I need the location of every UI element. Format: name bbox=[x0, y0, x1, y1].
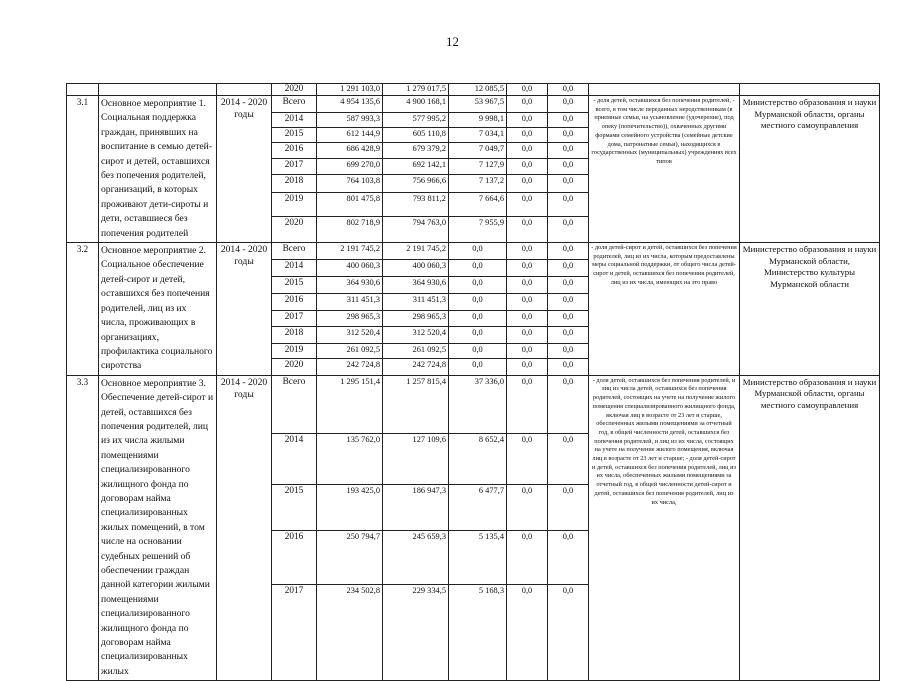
measure-number: 3.1 bbox=[67, 96, 99, 243]
value-cell: 0,0 bbox=[548, 433, 589, 484]
value-cell: 0,0 bbox=[507, 243, 548, 260]
value-cell: 7 955,9 bbox=[449, 216, 507, 242]
value-cell: 0,0 bbox=[449, 259, 507, 277]
value-cell: 4 900 168,1 bbox=[383, 96, 449, 113]
year-cell: 2020 bbox=[272, 84, 317, 96]
value-cell: 135 762,0 bbox=[317, 433, 383, 484]
value-cell: 364 930,6 bbox=[317, 277, 383, 294]
year-cell: 2014 bbox=[272, 259, 317, 277]
target-indicator: - доля детей, оставшихся без попечения родителей, - всего, в том числе переданных неродственникам (в приемные семьи, на усыновление (удочерение), под опеку (попечительство)), охваченных другими формами семейного устройства (семейные детские дома, патронатные семьи), находящихся в государственных (муниципальных) учреждениях всех типов bbox=[589, 96, 740, 243]
value-cell: 0,0 bbox=[548, 192, 589, 216]
value-cell: 577 995,2 bbox=[383, 113, 449, 128]
year-cell: 2017 bbox=[272, 584, 317, 680]
measure-number: 3.2 bbox=[67, 243, 99, 376]
value-cell: 311 451,3 bbox=[317, 293, 383, 310]
value-cell: 7 664,6 bbox=[449, 192, 507, 216]
value-cell: 242 724,8 bbox=[383, 359, 449, 376]
empty-cell bbox=[740, 84, 880, 96]
value-cell: 0,0 bbox=[548, 485, 589, 531]
value-cell: 242 724,8 bbox=[317, 359, 383, 376]
executor: Министерство образования и науки Мурманской области, органы местного самоуправления bbox=[740, 375, 880, 681]
value-cell: 1 279 017,5 bbox=[383, 84, 449, 96]
empty-cell bbox=[99, 84, 217, 96]
value-cell: 364 930,6 bbox=[383, 277, 449, 294]
year-cell: 2020 bbox=[272, 359, 317, 376]
value-cell: 612 144,9 bbox=[317, 127, 383, 142]
value-cell: 0,0 bbox=[507, 127, 548, 142]
value-cell: 0,0 bbox=[548, 531, 589, 585]
value-cell: 245 659,3 bbox=[383, 531, 449, 585]
year-cell: 2019 bbox=[272, 192, 317, 216]
value-cell: 0,0 bbox=[548, 293, 589, 310]
value-cell: 793 811,2 bbox=[383, 192, 449, 216]
value-cell: 0,0 bbox=[548, 127, 589, 142]
value-cell: 0,0 bbox=[548, 174, 589, 192]
year-cell: 2018 bbox=[272, 327, 317, 344]
value-cell: 1 295 151,4 bbox=[317, 375, 383, 433]
value-cell: 802 718,9 bbox=[317, 216, 383, 242]
value-cell: 0,0 bbox=[449, 293, 507, 310]
value-cell: 756 966,6 bbox=[383, 174, 449, 192]
value-cell: 0,0 bbox=[548, 277, 589, 294]
value-cell: 699 270,0 bbox=[317, 158, 383, 174]
value-cell: 0,0 bbox=[507, 584, 548, 680]
value-cell: 193 425,0 bbox=[317, 485, 383, 531]
measure-name: Основное мероприятие 1. Социальная поддержка граждан, принявших на воспитание в семью детей-сирот и детей, оставшихся без попечения родителей, организаций, в которых проживают дети-сироты и дети, оставшиеся без попечения родителей bbox=[99, 96, 217, 243]
value-cell: 679 379,2 bbox=[383, 142, 449, 158]
empty-cell bbox=[217, 84, 272, 96]
value-cell: 312 520,4 bbox=[383, 327, 449, 344]
value-cell: 186 947,3 bbox=[383, 485, 449, 531]
value-cell: 5 135,4 bbox=[449, 531, 507, 585]
value-cell: 0,0 bbox=[548, 584, 589, 680]
measure-name: Основное мероприятие 2. Социальное обеспечение детей-сирот и детей, оставшихся без попечения родителей, лиц из их числа, проживающих в организациях, профилактика социального сиротства bbox=[99, 243, 217, 376]
table-row bbox=[67, 375, 880, 433]
value-cell: 0,0 bbox=[507, 158, 548, 174]
year-cell: 2015 bbox=[272, 277, 317, 294]
target-indicator: - доля детей-сирот и детей, оставшихся без попечения родителей, лиц из их числа, которым предоставлены меры социальной поддержки, от общего числа детей-сирот и детей, оставшихся без попечения родителей, лиц из их числа, имеющих на это право bbox=[589, 243, 740, 376]
value-cell: 0,0 bbox=[507, 259, 548, 277]
value-cell: 0,0 bbox=[548, 216, 589, 242]
value-cell: 0,0 bbox=[507, 359, 548, 376]
value-cell: 686 428,9 bbox=[317, 142, 383, 158]
value-cell: 794 763,0 bbox=[383, 216, 449, 242]
year-cell: 2015 bbox=[272, 485, 317, 531]
year-cell: 2014 bbox=[272, 433, 317, 484]
year-cell: Всего bbox=[272, 96, 317, 113]
year-cell: 2017 bbox=[272, 310, 317, 327]
measure-period: 2014 - 2020 годы bbox=[217, 243, 272, 376]
year-cell: 2019 bbox=[272, 343, 317, 358]
value-cell: 1 257 815,4 bbox=[383, 375, 449, 433]
value-cell: 587 993,3 bbox=[317, 113, 383, 128]
value-cell: 2 191 745,2 bbox=[317, 243, 383, 260]
value-cell: 312 520,4 bbox=[317, 327, 383, 344]
year-cell: 2018 bbox=[272, 174, 317, 192]
value-cell: 37 336,0 bbox=[449, 375, 507, 433]
value-cell: 0,0 bbox=[548, 359, 589, 376]
value-cell: 234 502,8 bbox=[317, 584, 383, 680]
target-indicator: - доля детей, оставшихся без попечения родителей, и лиц из числа детей, оставшихся без попечения родителей, состоящих на учете на получение жилого помещения специализированного жилищного фонда, включая лиц в возрасте от 23 лет и старше, обеспеченных жилыми помещениями за отчетный год, в общей численности детей, оставшихся без попечения родителей, и лиц из их числа, состоящих на учете на получение жилого помещения, включая лиц в возрасте от 23 лет и старше; - доля детей-сирот и детей, оставшихся без попечения родителей, лиц из их числа, обеспеченных жилыми помещениями за отчетный год, в общей численности детей-сирот и детей, оставшихся без попечения родителей, лиц из их числа, bbox=[589, 375, 740, 681]
value-cell: 0,0 bbox=[548, 142, 589, 158]
value-cell: 298 965,3 bbox=[383, 310, 449, 327]
value-cell: 0,0 bbox=[548, 96, 589, 113]
value-cell: 229 334,5 bbox=[383, 584, 449, 680]
value-cell: 5 168,3 bbox=[449, 584, 507, 680]
year-cell: 2016 bbox=[272, 142, 317, 158]
year-cell: Всего bbox=[272, 375, 317, 433]
value-cell: 7 127,9 bbox=[449, 158, 507, 174]
value-cell: 400 060,3 bbox=[383, 259, 449, 277]
value-cell: 4 954 135,6 bbox=[317, 96, 383, 113]
value-cell: 0,0 bbox=[548, 84, 589, 96]
executor: Министерство образования и науки Мурманской области, Министерство культуры Мурманской области bbox=[740, 243, 880, 376]
value-cell: 0,0 bbox=[449, 359, 507, 376]
value-cell: 0,0 bbox=[507, 375, 548, 433]
measure-period: 2014 - 2020 годы bbox=[217, 375, 272, 681]
year-cell: Всего bbox=[272, 243, 317, 260]
value-cell: 261 092,5 bbox=[317, 343, 383, 358]
value-cell: 0,0 bbox=[507, 192, 548, 216]
value-cell: 0,0 bbox=[507, 174, 548, 192]
value-cell: 0,0 bbox=[507, 343, 548, 358]
year-cell: 2020 bbox=[272, 216, 317, 242]
value-cell: 1 291 103,0 bbox=[317, 84, 383, 96]
year-cell: 2016 bbox=[272, 293, 317, 310]
value-cell: 0,0 bbox=[548, 310, 589, 327]
value-cell: 2 191 745,2 bbox=[383, 243, 449, 260]
value-cell: 7 137,2 bbox=[449, 174, 507, 192]
value-cell: 0,0 bbox=[548, 158, 589, 174]
value-cell: 9 998,1 bbox=[449, 113, 507, 128]
value-cell: 0,0 bbox=[507, 327, 548, 344]
value-cell: 0,0 bbox=[507, 293, 548, 310]
value-cell: 0,0 bbox=[449, 343, 507, 358]
value-cell: 0,0 bbox=[548, 327, 589, 344]
value-cell: 7 049,7 bbox=[449, 142, 507, 158]
year-cell: 2015 bbox=[272, 127, 317, 142]
value-cell: 0,0 bbox=[507, 96, 548, 113]
measure-number: 3.3 bbox=[67, 375, 99, 681]
value-cell: 0,0 bbox=[507, 277, 548, 294]
value-cell: 0,0 bbox=[449, 243, 507, 260]
value-cell: 605 110,8 bbox=[383, 127, 449, 142]
year-cell: 2014 bbox=[272, 113, 317, 128]
value-cell: 692 142,1 bbox=[383, 158, 449, 174]
value-cell: 0,0 bbox=[507, 113, 548, 128]
value-cell: 250 794,7 bbox=[317, 531, 383, 585]
value-cell: 6 477,7 bbox=[449, 485, 507, 531]
value-cell: 127 109,6 bbox=[383, 433, 449, 484]
table-row bbox=[67, 96, 880, 113]
value-cell: 0,0 bbox=[507, 485, 548, 531]
value-cell: 400 060,3 bbox=[317, 259, 383, 277]
value-cell: 53 967,5 bbox=[449, 96, 507, 113]
value-cell: 0,0 bbox=[507, 216, 548, 242]
value-cell: 7 034,1 bbox=[449, 127, 507, 142]
value-cell: 261 092,5 bbox=[383, 343, 449, 358]
value-cell: 0,0 bbox=[548, 113, 589, 128]
measure-period: 2014 - 2020 годы bbox=[217, 96, 272, 243]
year-cell: 2017 bbox=[272, 158, 317, 174]
executor: Министерство образования и науки Мурманской области, органы местного самоуправления bbox=[740, 96, 880, 243]
table-row bbox=[67, 84, 880, 96]
value-cell: 0,0 bbox=[548, 343, 589, 358]
year-cell: 2016 bbox=[272, 531, 317, 585]
value-cell: 801 475,8 bbox=[317, 192, 383, 216]
value-cell: 0,0 bbox=[449, 310, 507, 327]
page-number: 12 bbox=[446, 34, 459, 49]
value-cell: 0,0 bbox=[548, 259, 589, 277]
table-row bbox=[67, 243, 880, 260]
value-cell: 311 451,3 bbox=[383, 293, 449, 310]
value-cell: 8 652,4 bbox=[449, 433, 507, 484]
empty-cell bbox=[589, 84, 740, 96]
value-cell: 0,0 bbox=[507, 84, 548, 96]
value-cell: 0,0 bbox=[548, 375, 589, 433]
program-measures-table bbox=[66, 83, 880, 681]
value-cell: 0,0 bbox=[449, 277, 507, 294]
value-cell: 764 103,8 bbox=[317, 174, 383, 192]
value-cell: 0,0 bbox=[548, 243, 589, 260]
value-cell: 0,0 bbox=[449, 327, 507, 344]
value-cell: 0,0 bbox=[507, 310, 548, 327]
value-cell: 0,0 bbox=[507, 531, 548, 585]
value-cell: 12 085,5 bbox=[449, 84, 507, 96]
value-cell: 0,0 bbox=[507, 433, 548, 484]
value-cell: 298 965,3 bbox=[317, 310, 383, 327]
value-cell: 0,0 bbox=[507, 142, 548, 158]
empty-cell bbox=[67, 84, 99, 96]
measure-name: Основное мероприятие 3. Обеспечение детей-сирот и детей, оставшихся без попечения родителей, лиц из их числа жилыми помещениями специализированного жилищного фонда по договорам найма специализированных жилых помещений, в том числе на основании судебных решений об обеспечении граждан данной категории жилыми помещениями специализированного жилищного фонда по договорам найма специализированных жилых bbox=[99, 375, 217, 681]
